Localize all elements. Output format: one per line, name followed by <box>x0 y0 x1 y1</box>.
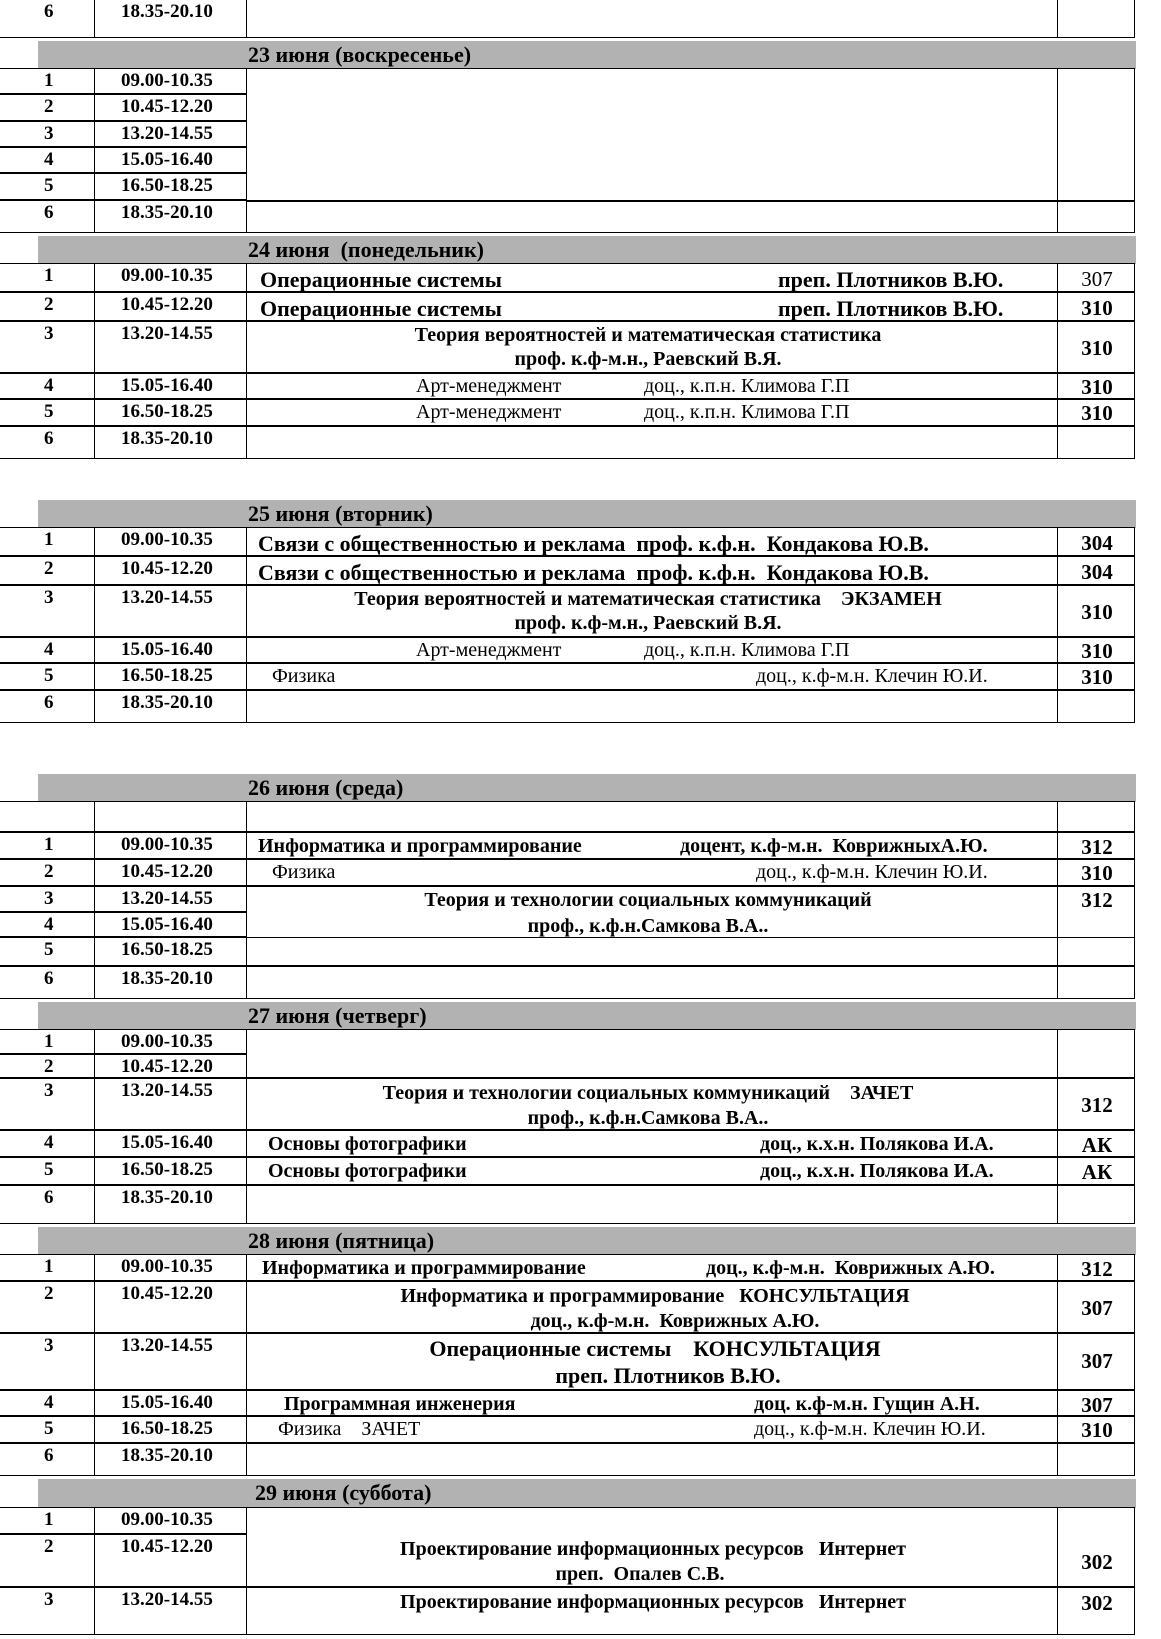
day-title: 24 июня (понедельник) <box>248 237 484 262</box>
table-row <box>0 557 1136 586</box>
slot-number: 5 <box>44 175 54 196</box>
day-title: 29 июня (суббота) <box>255 1480 432 1505</box>
table-cell <box>246 1443 1058 1476</box>
teacher: доц., к.ф-м.н. Клечин Ю.И. <box>756 861 988 883</box>
slot-number: 4 <box>44 375 54 396</box>
slot-time: 10.45-12.20 <box>121 1536 213 1557</box>
table-row <box>0 1508 1136 1535</box>
room-number: 310 <box>1081 861 1113 885</box>
teacher-line: преп. Плотников В.Ю. <box>555 1363 781 1388</box>
subject: Арт-менеджмент <box>416 639 562 661</box>
subject: Основы фотографики <box>268 1160 467 1182</box>
table-row <box>0 1255 1136 1282</box>
day-header <box>38 41 1136 69</box>
table-row <box>0 293 1136 322</box>
room-number: 310 <box>1081 401 1113 425</box>
table-row <box>0 1588 1136 1636</box>
room-number: 304 <box>1081 531 1113 555</box>
slot-number: 5 <box>44 665 54 686</box>
room-number: 310 <box>1081 639 1113 663</box>
table-row <box>0 528 1136 557</box>
table-cell <box>1057 966 1135 999</box>
table-row <box>0 148 1136 174</box>
table-row <box>0 664 1136 691</box>
subject-line: Связи с общественностью и реклама проф. к.ф.н. Кондакова Ю.В. <box>258 560 929 585</box>
slot-time: 13.20-14.55 <box>121 1080 213 1101</box>
table-row <box>0 1391 1136 1417</box>
subject-line: Теория вероятностей и математическая статистика <box>414 324 882 346</box>
table-row <box>0 1055 1136 1079</box>
room-number: 310 <box>1081 665 1113 689</box>
subject: Операционные системы <box>260 267 502 292</box>
slot-time: 09.00-10.35 <box>121 834 213 855</box>
slot-number: 4 <box>44 639 54 660</box>
table-cell <box>0 801 95 832</box>
slot-number: 4 <box>44 149 54 170</box>
slot-number: 1 <box>44 1256 54 1277</box>
slot-time: 09.00-10.35 <box>121 1256 213 1277</box>
table-cell <box>246 0 1058 38</box>
room-number: 307 <box>1081 1296 1113 1320</box>
table-cell <box>246 426 1058 459</box>
slot-number: 2 <box>44 1056 54 1077</box>
slot-time: 15.05-16.40 <box>121 1132 213 1153</box>
slot-time: 13.20-14.55 <box>121 587 213 608</box>
slot-number: 3 <box>44 1080 54 1101</box>
slot-time: 13.20-14.55 <box>121 1589 213 1610</box>
day-title: 25 июня (вторник) <box>248 501 433 526</box>
slot-time: 09.00-10.35 <box>121 70 213 91</box>
table-row <box>0 0 1136 39</box>
table-row <box>0 400 1136 427</box>
slot-number: 6 <box>44 202 54 223</box>
subject: Физика <box>272 665 336 687</box>
table-row <box>0 638 1136 664</box>
slot-time: 09.00-10.35 <box>121 529 213 550</box>
slot-time: 10.45-12.20 <box>121 861 213 882</box>
day-header <box>38 1479 1136 1508</box>
table-cell <box>1057 1185 1135 1224</box>
table-row <box>0 802 1136 833</box>
slot-time: 18.35-20.10 <box>121 1 213 22</box>
table-row <box>0 1131 1136 1158</box>
room-number: АК <box>1081 1133 1113 1157</box>
table-cell <box>1057 426 1135 459</box>
teacher: доцент, к.ф-м.н. КоврижныхА.Ю. <box>680 835 988 857</box>
table-row <box>0 174 1136 201</box>
table-cell <box>246 966 1058 999</box>
teacher: доц., к.х.н. Полякова И.А. <box>760 1133 994 1155</box>
subject-line: Связи с общественностью и реклама проф. к.ф.н. Кондакова Ю.В. <box>258 531 929 556</box>
table-cell <box>1057 690 1135 723</box>
teacher: доц., к.ф-м.н. Клечин Ю.И. <box>756 665 988 687</box>
table-cell <box>246 200 1058 233</box>
day-header <box>38 1227 1136 1255</box>
slot-time: 18.35-20.10 <box>121 202 213 223</box>
slot-time: 15.05-16.40 <box>121 149 213 170</box>
table-row <box>0 122 1136 148</box>
slot-time: 18.35-20.10 <box>121 1187 213 1208</box>
room-number: 307 <box>1081 1393 1113 1417</box>
slot-time: 18.35-20.10 <box>121 1445 213 1466</box>
room-number: 312 <box>1081 835 1113 859</box>
table-row <box>0 1158 1136 1186</box>
slot-time: 13.20-14.55 <box>121 1335 213 1356</box>
room-number: 310 <box>1081 296 1113 320</box>
slot-time: 18.35-20.10 <box>121 428 213 449</box>
table-cell <box>246 937 1058 966</box>
table-row <box>0 586 1136 638</box>
table-row <box>0 1186 1136 1225</box>
room-number: 310 <box>1081 600 1113 624</box>
table-cell <box>1057 1443 1135 1476</box>
room-number: АК <box>1081 1160 1113 1184</box>
subject-line: Проектирование информационных ресурсов Интернет <box>400 1591 906 1613</box>
table-row <box>0 69 1136 95</box>
table-cell <box>1057 937 1135 966</box>
table-row <box>0 374 1136 400</box>
subject-line: Теория вероятностей и математическая статистика ЭКЗАМЕН <box>354 588 942 610</box>
room-number: 310 <box>1081 375 1113 399</box>
slot-time: 15.05-16.40 <box>121 1392 213 1413</box>
room-number: 310 <box>1081 336 1113 360</box>
subject: Арт-менеджмент <box>416 401 562 423</box>
slot-number: 6 <box>44 968 54 989</box>
room-number: 307 <box>1081 1349 1113 1373</box>
table-row <box>0 1030 1136 1055</box>
slot-number: 4 <box>44 1392 54 1413</box>
slot-number: 2 <box>44 1283 54 1304</box>
subject: Операционные системы <box>260 296 502 321</box>
slot-time: 16.50-18.25 <box>121 401 213 422</box>
slot-number: 2 <box>44 1536 54 1557</box>
slot-number: 2 <box>44 96 54 117</box>
table-row <box>0 938 1136 967</box>
slot-time: 15.05-16.40 <box>121 639 213 660</box>
slot-time: 09.00-10.35 <box>121 1031 213 1052</box>
slot-time: 16.50-18.25 <box>121 175 213 196</box>
table-cell <box>246 801 1058 832</box>
slot-number: 5 <box>44 1159 54 1180</box>
slot-time: 10.45-12.20 <box>121 1056 213 1077</box>
slot-number: 4 <box>44 1132 54 1153</box>
teacher: доц., к.ф-м.н. Клечин Ю.И. <box>754 1418 986 1440</box>
slot-number: 1 <box>44 265 54 286</box>
slot-number: 1 <box>44 1031 54 1052</box>
slot-time: 18.35-20.10 <box>121 692 213 713</box>
teacher: преп. Плотников В.Ю. <box>778 267 1004 292</box>
slot-number: 3 <box>44 1589 54 1610</box>
teacher: доц. к.ф-м.н. Гущин А.Н. <box>754 1393 980 1415</box>
slot-time: 13.20-14.55 <box>121 888 213 909</box>
subject-line: Проектирование информационных ресурсов Интернет <box>400 1538 906 1560</box>
table-row <box>0 201 1136 234</box>
table-cell <box>246 690 1058 723</box>
slot-time: 10.45-12.20 <box>121 558 213 579</box>
table-row <box>0 860 1136 887</box>
table-row <box>0 427 1136 460</box>
slot-number: 6 <box>44 428 54 449</box>
slot-time: 18.35-20.10 <box>121 968 213 989</box>
teacher: преп. Плотников В.Ю. <box>778 296 1004 321</box>
slot-time: 16.50-18.25 <box>121 939 213 960</box>
room-number: 302 <box>1081 1550 1113 1574</box>
slot-number: 5 <box>44 401 54 422</box>
slot-time: 16.50-18.25 <box>121 1418 213 1439</box>
table-cell <box>1057 801 1135 832</box>
teacher: доц., к.п.н. Климова Г.П <box>644 639 850 661</box>
slot-time: 13.20-14.55 <box>121 323 213 344</box>
table-row <box>0 1417 1136 1444</box>
table-cell <box>1057 0 1135 38</box>
table-row <box>0 1079 1136 1131</box>
slot-number: 3 <box>44 323 54 344</box>
teacher-line: преп. Опалев С.В. <box>555 1563 725 1585</box>
slot-number: 3 <box>44 1335 54 1356</box>
teacher-line: проф., к.ф.н.Самкова В.А.. <box>527 915 769 937</box>
day-header <box>38 500 1136 528</box>
slot-time: 13.20-14.55 <box>121 123 213 144</box>
subject: Арт-менеджмент <box>416 375 562 397</box>
slot-number: 3 <box>44 888 54 909</box>
table-cell <box>246 1185 1058 1224</box>
room-number: 312 <box>1081 1093 1113 1117</box>
slot-number: 1 <box>44 70 54 91</box>
day-title: 23 июня (воскресенье) <box>248 42 472 67</box>
table-row <box>0 833 1136 860</box>
teacher: доц., к.п.н. Климова Г.П <box>644 375 850 397</box>
subject-line: Информатика и программирование КОНСУЛЬТАЦИЯ <box>400 1285 910 1307</box>
table-row <box>0 95 1136 122</box>
teacher-line: проф. к.ф-м.н., Раевский В.Я. <box>514 612 782 634</box>
subject: Информатика и программирование <box>262 1257 586 1279</box>
table-row <box>0 913 1136 938</box>
day-header <box>38 1002 1136 1030</box>
teacher-line: доц., к.ф-м.н. Коврижных А.Ю. <box>530 1310 820 1332</box>
slot-number: 3 <box>44 123 54 144</box>
table-cell <box>1057 200 1135 233</box>
day-title: 28 июня (пятница) <box>248 1228 435 1253</box>
room-number: 307 <box>1081 267 1113 291</box>
slot-number: 6 <box>44 1445 54 1466</box>
slot-time: 15.05-16.40 <box>121 375 213 396</box>
table-cell <box>94 801 247 832</box>
slot-time: 09.00-10.35 <box>121 265 213 286</box>
room-number: 312 <box>1081 888 1113 912</box>
subject-line: Теория и технологии социальных коммуникаций <box>424 889 872 911</box>
slot-number: 1 <box>44 834 54 855</box>
room-number: 312 <box>1081 1257 1113 1281</box>
slot-number: 2 <box>44 294 54 315</box>
slot-number: 5 <box>44 1418 54 1439</box>
subject-line: Операционные системы КОНСУЛЬТАЦИЯ <box>429 1336 881 1361</box>
table-row <box>0 264 1136 293</box>
subject-line: Теория и технологии социальных коммуникаций ЗАЧЕТ <box>382 1082 914 1104</box>
subject: Информатика и программирование <box>258 835 582 857</box>
day-title: 26 июня (среда) <box>248 775 404 800</box>
slot-time: 15.05-16.40 <box>121 914 213 935</box>
day-header <box>38 774 1136 802</box>
slot-number: 2 <box>44 861 54 882</box>
slot-number: 6 <box>44 1 54 22</box>
table-row <box>0 322 1136 374</box>
teacher: доц., к.п.н. Климова Г.П <box>644 401 850 423</box>
table-row <box>0 967 1136 1000</box>
slot-time: 16.50-18.25 <box>121 665 213 686</box>
table-row <box>0 691 1136 724</box>
slot-number: 5 <box>44 939 54 960</box>
subject: Физика <box>272 861 336 883</box>
teacher-line: проф. к.ф-м.н., Раевский В.Я. <box>514 348 782 370</box>
slot-number: 4 <box>44 914 54 935</box>
slot-number: 1 <box>44 529 54 550</box>
slot-number: 2 <box>44 558 54 579</box>
teacher-line: проф., к.ф.н.Самкова В.А.. <box>527 1107 769 1129</box>
slot-number: 3 <box>44 587 54 608</box>
subject: Основы фотографики <box>268 1133 467 1155</box>
day-header <box>38 236 1136 264</box>
slot-number: 1 <box>44 1509 54 1530</box>
day-title: 27 июня (четверг) <box>248 1003 427 1028</box>
table-row <box>0 1334 1136 1391</box>
slot-time: 09.00-10.35 <box>121 1509 213 1530</box>
slot-time: 10.45-12.20 <box>121 96 213 117</box>
table-row <box>0 1282 1136 1334</box>
table-row <box>0 1535 1136 1588</box>
teacher: доц., к.ф-м.н. Коврижных А.Ю. <box>706 1257 995 1279</box>
slot-number: 6 <box>44 1187 54 1208</box>
room-number: 310 <box>1081 1418 1113 1442</box>
slot-time: 10.45-12.20 <box>121 294 213 315</box>
slot-time: 10.45-12.20 <box>121 1283 213 1304</box>
slot-time: 16.50-18.25 <box>121 1159 213 1180</box>
slot-number: 6 <box>44 692 54 713</box>
teacher: доц., к.х.н. Полякова И.А. <box>760 1160 994 1182</box>
subject: Программная инженерия <box>284 1393 516 1415</box>
table-row <box>0 1444 1136 1477</box>
subject: Физика ЗАЧЕТ <box>278 1418 421 1440</box>
room-number: 302 <box>1081 1591 1113 1615</box>
room-number: 304 <box>1081 560 1113 584</box>
